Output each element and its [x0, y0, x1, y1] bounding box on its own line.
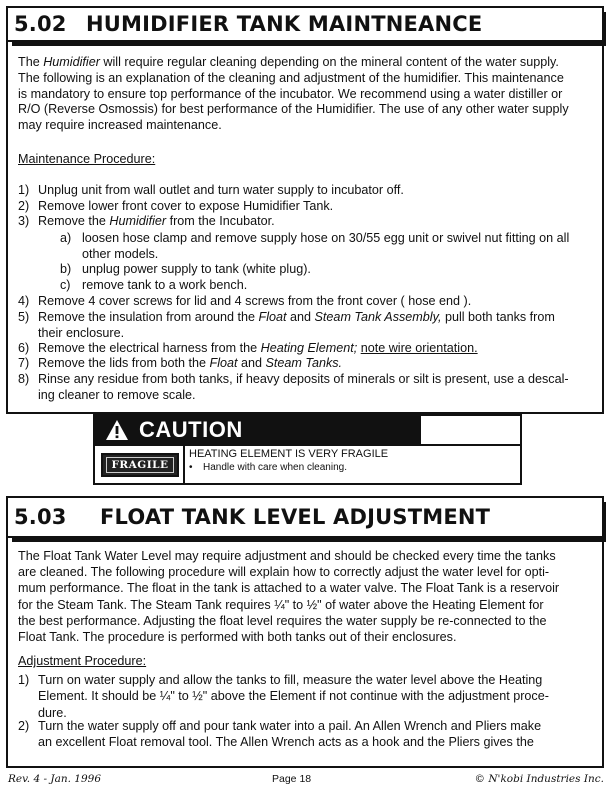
caution-bullet-text: Handle with care when cleaning. [203, 462, 347, 473]
step-number: 8) [18, 372, 30, 386]
section-5-03-heading [8, 498, 602, 538]
step-text: unplug power supply to tank (white plug). [82, 262, 311, 276]
step-text: Remove the Humidifier from the Incubator. [38, 214, 275, 228]
step-text: Remove lower front cover to expose Humidifier Tank. [38, 199, 334, 213]
italic-term: Steam Tank Assembly, [314, 310, 442, 324]
step-text: their enclosure. [38, 325, 125, 340]
step-number: 2) [18, 199, 30, 213]
section-title: FLOAT TANK LEVEL ADJUSTMENT [100, 505, 491, 529]
step-number: b) [60, 262, 72, 276]
step-number: 2) [18, 719, 30, 733]
footer-copyright: © N'kobi Industries Inc. [474, 773, 604, 785]
caution-bullet [189, 462, 347, 474]
step-text: dure. [38, 705, 67, 720]
warning-icon [105, 419, 129, 441]
intro-line: are cleaned. The following procedure will explain how to correctly adjust the water level for opti- [18, 565, 550, 580]
caution-label: CAUTION [139, 417, 243, 442]
footer-page-number: Page 18 [272, 773, 312, 785]
italic-term: Humidifier [43, 55, 100, 69]
step-number: 6) [18, 341, 30, 355]
intro-line: mum performance. The float in the tank is attached to a water valve. The Float Tank is a reservoir [18, 581, 560, 596]
step-text: remove tank to a work bench. [82, 278, 248, 292]
step-number: 7) [18, 356, 30, 370]
intro-line: the best performance. Adjusting the float level requires the water supply be re-connected to the [18, 613, 547, 628]
section-number: 5.02 [14, 12, 67, 36]
intro-line: R/O (Reverse Osmossis) for best performance of the Humidifier. The use of any other water supply [18, 102, 569, 117]
step-text: loosen hose clamp and remove supply hose on 30/55 egg unit or swivel nut fitting on all [82, 231, 570, 245]
maintenance-procedure-heading: Maintenance Procedure: [18, 152, 156, 166]
caution-text: HEATING ELEMENT IS VERY FRAGILE [189, 448, 389, 460]
step-text: Unplug unit from wall outlet and turn water supply to incubator off. [38, 183, 404, 197]
step-number: 4) [18, 294, 30, 308]
step-number: 3) [18, 214, 30, 228]
step-text: other models. [82, 246, 159, 261]
caution-box [93, 414, 522, 485]
italic-term: Humidifier [109, 214, 167, 228]
step-number: 5) [18, 310, 30, 324]
fragile-label: FRAGILE [106, 457, 173, 473]
step-number: 1) [18, 183, 30, 197]
caution-divider [95, 444, 520, 446]
fragile-stamp [101, 453, 179, 477]
step-text: Turn on water supply and allow the tanks to fill, measure the water level above the Heating [38, 673, 543, 687]
step-text: Element. It should be ¼" to ½" above the Element if not continue with the adjustment proce- [38, 689, 549, 704]
intro-line: is mandatory to ensure top performance of the incubator. We recommend using a water distiller or [18, 86, 563, 101]
intro-line: Float Tank. The procedure is performed with both tanks out of their enclosures. [18, 630, 457, 644]
footer-revision: Rev. 4 - Jan. 1996 [8, 773, 102, 785]
intro-line: may require increased maintenance. [18, 118, 222, 133]
step-number: 1) [18, 673, 30, 687]
intro-line: for the Steam Tank. The Steam Tank requires ¼" to ½" of water above the Heating Element for [18, 597, 544, 612]
section-title: HUMIDIFIER TANK MAINTNEANCE [86, 12, 483, 36]
step-text: ing cleaner to remove scale. [38, 387, 196, 402]
step-text: Rinse any residue from both tanks, if heavy deposits of minerals or silt is present, use a descal- [38, 372, 569, 386]
bullet-mark: • [189, 462, 193, 473]
step-text: Remove 4 cover screws for lid and 4 screws from the front cover ( hose end ). [38, 294, 472, 308]
caution-banner [95, 416, 421, 444]
section-number: 5.03 [14, 505, 67, 529]
step-text: Turn the water supply off and pour tank water into a pail. An Allen Wrench and Pliers make [38, 719, 542, 733]
intro-line: The following is an explanation of the cleaning and adjustment of the humidifier. This maintenance [18, 70, 564, 85]
intro-line: The Float Tank Water Level may require adjustment and should be checked every time the tanks [18, 549, 556, 563]
adjustment-procedure-heading: Adjustment Procedure: [18, 654, 147, 668]
step-number: c) [60, 278, 71, 292]
italic-term: Float [258, 310, 287, 324]
intro-line: The Humidifier will require regular cleaning depending on the mineral content of the water supply. [18, 55, 559, 69]
step-text: an excellent Float removal tool. The Allen Wrench acts as a hook and the Pliers gives the [38, 735, 534, 750]
step-text: Remove the insulation from around the Float and Steam Tank Assembly, pull both tanks from [38, 310, 555, 324]
section-5-02-heading [8, 8, 602, 42]
step-text: Remove the electrical harness from the Heating Element; note wire orientation. [38, 341, 478, 355]
underlined-note: note wire orientation. [360, 341, 478, 355]
caution-vertical-divider [183, 444, 185, 483]
step-text: Remove the lids from both the Float and Steam Tanks. [38, 356, 343, 370]
step-number: a) [60, 231, 72, 245]
italic-term: Heating Element; [260, 341, 358, 355]
italic-term: Steam Tanks. [265, 356, 343, 370]
italic-term: Float [209, 356, 238, 370]
